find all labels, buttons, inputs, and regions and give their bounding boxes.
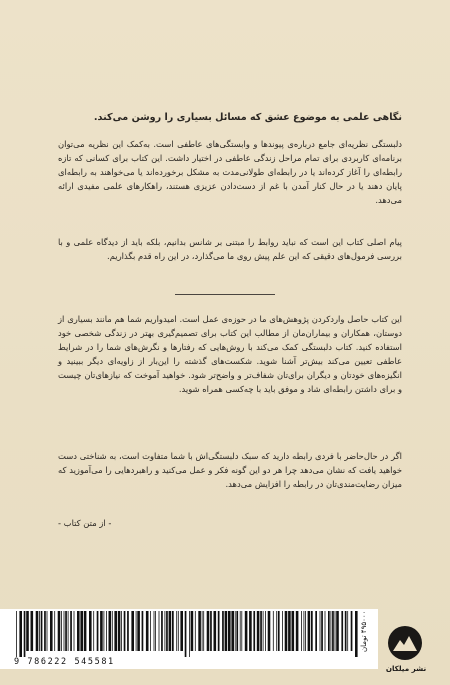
barcode-bar bbox=[347, 611, 348, 651]
barcode-bar bbox=[154, 611, 155, 651]
barcode-bar bbox=[65, 611, 67, 651]
barcode-bar bbox=[150, 611, 151, 651]
barcode-bar bbox=[74, 611, 75, 651]
barcode-bar bbox=[305, 611, 306, 651]
barcode-bar bbox=[159, 611, 160, 651]
barcode-bar bbox=[109, 611, 112, 651]
excerpt-text-1: این کتاب حاصل واردکردن پژوهش‌های ما در حوزه‌ی عمل است. امیدواریم شما هم مانند بسیاری از دوستان، همکاران و بیماران‌مان از مطالب این کتاب برای تصمیم‌گیری بهتر در زندگی شخصی خود استفاده کنید. کتاب دلبستگی کمک می‌کند با روش‌هایی که رفتارها و نگرش‌های شما را در شرایط عاطفی تعیین می‌کند بیش‌تر آشنا شوید. شکست‌های گذشته را این‌بار از زاویه‌ای دیگر ببینید و انگیزه‌های خودتان و دیگران برای‌تان شفاف‌تر و واضح‌تر شود. خواهید آموخت که نیازهای‌تان چیست و برای داشتن رابطه‌ای شاد و موفق باید با چه‌کسی همراه شوید. bbox=[58, 314, 402, 394]
barcode-bar bbox=[222, 611, 224, 651]
barcode-bar bbox=[84, 611, 87, 651]
barcode-bar bbox=[127, 611, 129, 651]
excerpt-text-2: اگر در حال‌حاضر با فردی رابطه دارید که سبک دلبستگی‌اش با شما متفاوت است، به شناختی دست خواهید یافت که نشان می‌دهد چرا هر دو این گونه فکر و عمل می‌کنید و راهبردهایی را می‌آموزید که میزان رضایت‌مندی‌تان در رابطه را افزایش می‌دهد. bbox=[58, 451, 402, 489]
barcode-bar bbox=[311, 611, 313, 651]
barcode-bar bbox=[249, 611, 252, 651]
barcode-bar bbox=[210, 611, 212, 651]
barcode-bar bbox=[97, 611, 99, 651]
barcode-bar bbox=[321, 611, 323, 651]
barcode-bar bbox=[189, 611, 190, 657]
barcode-bar bbox=[341, 611, 343, 651]
barcode-bar bbox=[137, 611, 140, 651]
barcode-bar bbox=[68, 611, 69, 651]
barcode-bar bbox=[225, 611, 228, 651]
barcode-bar bbox=[276, 611, 277, 651]
barcode-bar bbox=[332, 611, 334, 651]
barcode-bar bbox=[292, 611, 295, 651]
barcode-bar bbox=[308, 611, 311, 651]
barcode-bar bbox=[335, 611, 336, 651]
barcode-bar bbox=[93, 611, 94, 651]
barcode-bar bbox=[114, 611, 117, 651]
barcode-bar bbox=[236, 611, 238, 651]
isbn-barcode bbox=[0, 609, 378, 673]
barcode-bar bbox=[278, 611, 280, 651]
barcode-bar bbox=[180, 611, 183, 651]
barcode-bar bbox=[231, 611, 234, 651]
barcode-bar bbox=[315, 611, 317, 651]
message-paragraph bbox=[58, 236, 402, 264]
barcode-bar bbox=[100, 611, 103, 651]
barcode-bar bbox=[185, 611, 187, 657]
excerpt-paragraph-2 bbox=[58, 450, 402, 492]
barcode-bar bbox=[355, 611, 358, 657]
barcode-bar bbox=[124, 611, 126, 651]
barcode-bar bbox=[172, 611, 174, 651]
barcode-bar bbox=[61, 611, 62, 651]
barcode-bar bbox=[241, 611, 242, 651]
excerpt-paragraph-1 bbox=[58, 313, 402, 396]
barcode-bar bbox=[106, 611, 107, 651]
barcode-bar bbox=[328, 611, 330, 651]
barcode-bar bbox=[235, 611, 236, 651]
barcode-bar bbox=[142, 611, 144, 651]
barcode-digits: 9 786222 545581 bbox=[14, 657, 115, 667]
barcode-bar bbox=[288, 611, 291, 651]
barcode-bar bbox=[178, 611, 179, 651]
barcode-bar bbox=[121, 611, 122, 651]
barcode-bar bbox=[351, 611, 353, 651]
barcode-bar bbox=[345, 611, 347, 651]
barcode-bar bbox=[203, 611, 204, 651]
barcode-bar bbox=[214, 611, 217, 651]
barcode-bar bbox=[54, 611, 55, 651]
barcode-bar bbox=[89, 611, 92, 651]
barcode-bar bbox=[36, 611, 39, 651]
barcode-bar bbox=[263, 611, 264, 651]
barcode-bar bbox=[70, 611, 72, 651]
barcode-bar bbox=[166, 611, 168, 651]
barcode-bar bbox=[245, 611, 248, 651]
publisher-logo bbox=[384, 626, 428, 678]
barcode-bar bbox=[282, 611, 283, 651]
barcode-bar bbox=[253, 611, 255, 651]
barcode-bar bbox=[16, 611, 17, 657]
barcode-bar bbox=[118, 611, 121, 651]
barcode-bar bbox=[39, 611, 40, 651]
barcode-bar bbox=[285, 611, 288, 651]
barcode-bar bbox=[331, 611, 332, 651]
barcode-bar bbox=[131, 611, 134, 651]
headline: نگاهی علمی به موضوع عشق که مسائل بسیاری را روشن می‌کند. bbox=[93, 112, 402, 123]
barcode-bar bbox=[24, 611, 26, 657]
barcode-bar bbox=[218, 611, 220, 651]
barcode-bar bbox=[41, 611, 43, 651]
barcode-bar bbox=[195, 611, 196, 651]
message-text: پیام اصلی کتاب این است که نباید روابط را مبتنی بر شانس بدانیم، بلکه باید از دیدگاه علمی و با بررسی فرمول‌های دقیقی که این علم پیش روی ما می‌گذارد، در این راه قدم بگذاریم. bbox=[58, 237, 402, 261]
barcode-bar bbox=[257, 611, 260, 651]
barcode-bar bbox=[19, 611, 22, 657]
section-divider bbox=[175, 294, 275, 295]
barcode-bar bbox=[104, 611, 105, 651]
barcode-bar bbox=[273, 611, 274, 651]
barcode-bar bbox=[260, 611, 262, 651]
barcode-bar bbox=[112, 611, 113, 651]
barcode-bar bbox=[198, 611, 201, 651]
barcode-bar bbox=[80, 611, 83, 651]
barcode-bar bbox=[325, 611, 326, 651]
barcode-bar bbox=[50, 611, 53, 651]
barcode-bar bbox=[336, 611, 339, 651]
barcode-bar bbox=[207, 611, 210, 651]
publisher-emblem bbox=[388, 626, 422, 660]
barcode-bar bbox=[161, 611, 163, 651]
mountain-icon bbox=[388, 626, 422, 660]
barcode-bar bbox=[155, 611, 156, 651]
barcode-bar bbox=[268, 611, 271, 651]
barcode-bar bbox=[265, 611, 266, 651]
barcode-bar bbox=[44, 611, 46, 651]
barcode-bars bbox=[14, 611, 362, 657]
barcode-bar bbox=[320, 611, 321, 651]
publisher-name: نشر میلکان bbox=[385, 664, 427, 673]
barcode-bar bbox=[165, 611, 166, 651]
barcode-bar bbox=[301, 611, 302, 651]
barcode-bar bbox=[77, 611, 80, 651]
price-label: ۴۹۵۰۰۰ تومان bbox=[360, 611, 368, 653]
barcode-bar bbox=[240, 611, 241, 651]
barcode-bar bbox=[26, 611, 29, 651]
barcode-bar bbox=[169, 611, 172, 651]
barcode-bar bbox=[304, 611, 305, 651]
intro-text: دلبستگی نظریه‌ای جامع درباره‌ی پیوندها و وابستگی‌های عاطفی است. به‌کمک این نظریه می‌توان برنامه‌ای کاربردی برای تمام مراحل زندگی عاطفی در اختیار داشت. این کتاب برای کسانی که تازه رابطه‌ای را آغاز کرده‌اند یا در رابطه‌ای طولانی‌مدت به مشکل برخورده‌اند یا می‌خواهند به رابطه‌ای پایان دهند یا در حال کنار آمدن با غم از دست‌دادن عزیزی هستند، راهکارهای علمی مفیدی ارائه می‌دهد. bbox=[58, 139, 402, 205]
barcode-bar bbox=[47, 611, 48, 651]
barcode-bar bbox=[31, 611, 34, 651]
barcode-bar bbox=[191, 611, 194, 651]
barcode-bar bbox=[176, 611, 177, 651]
intro-paragraph bbox=[58, 138, 402, 208]
barcode-bar bbox=[146, 611, 149, 651]
excerpt-attribution: - از متن کتاب - bbox=[58, 518, 112, 528]
barcode-bar bbox=[296, 611, 299, 651]
barcode-bar bbox=[136, 611, 137, 651]
barcode-bar bbox=[202, 611, 203, 651]
barcode-bar bbox=[64, 611, 65, 651]
barcode-bar bbox=[228, 611, 231, 651]
barcode-bar bbox=[58, 611, 61, 651]
